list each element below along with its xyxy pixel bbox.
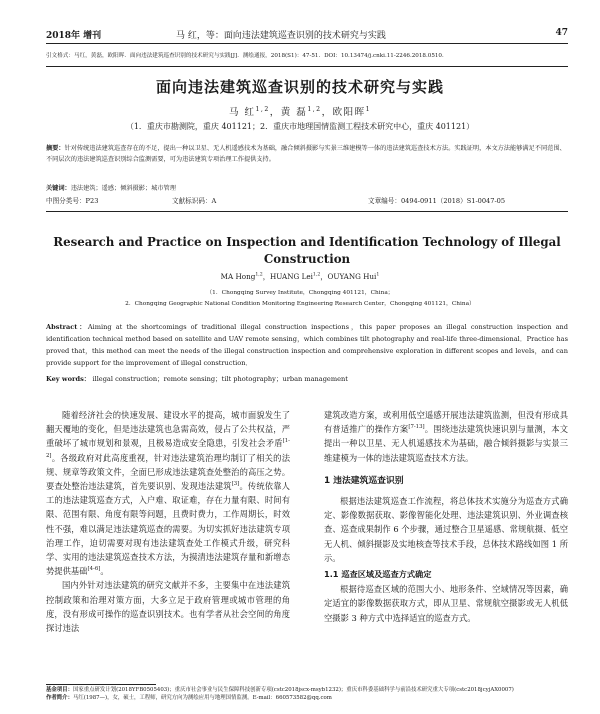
keywords-cn-text: 违法建筑；遥感；倾斜摄影；城市管理 bbox=[70, 185, 176, 192]
abstract-rule bbox=[46, 211, 568, 212]
authors-cn: 马 红$^{1,2}$，黄 磊$^{1,2}$，欧阳晖$^1$ bbox=[228, 105, 372, 118]
affiliation-cn: （1．重庆市勘测院，重庆 401121；2．重庆市地理国情监测工程技术研究中心，重庆 401121） bbox=[125, 122, 475, 131]
author-mark: 1,2 bbox=[307, 105, 322, 113]
document-code: 文献标识码：A bbox=[172, 197, 217, 205]
author-cn: 马 红 bbox=[228, 107, 256, 118]
citation-ref: [7-13] bbox=[408, 424, 425, 431]
citation-rule bbox=[46, 66, 568, 67]
body-paragraph: 根据违法建筑巡查工作流程，将总体技术实施分为巡查方式确定、影像数据获取、影像智能化处理、违法建筑识别、外业调查核查、巡查成果制作 6 个步骤，通过整合卫星遥感、常规航摄、低空无人机、倾斜摄影及实地核查等技术手段，总体技术路线如图 1 所示。 bbox=[324, 496, 568, 563]
header-rule bbox=[46, 43, 568, 44]
article-identifiers bbox=[46, 195, 568, 205]
subsection-heading: 1.1 巡查区域及巡查方式确定 bbox=[324, 569, 432, 580]
abstract-en-label: Abstract： bbox=[46, 323, 88, 331]
author-mark: 1,2 bbox=[255, 105, 270, 113]
running-head-title: 马 红，等：面向违法建筑巡查识别的技术研究与实践 bbox=[176, 31, 386, 41]
keywords-cn-label: 关键词： bbox=[46, 185, 71, 192]
abstract-en bbox=[46, 321, 568, 369]
section-heading: 1 违法建筑巡查识别 bbox=[324, 475, 404, 486]
author-en: OUYANG Hui bbox=[327, 272, 377, 281]
keywords-en-label: Key words： bbox=[46, 375, 91, 383]
clc-number: 中图分类号：P23 bbox=[46, 197, 99, 205]
body-paragraph: 国内外针对违法建筑的研究文献并不多，主要集中在违法建筑控制政策和治理对策方面，大多立足于政府管理或城市管理的角度，没有形成可操作的巡查识别技术。也有学者从社会空间的角度探讨违法 bbox=[46, 580, 290, 634]
author-bio: 作者简介：马红(1987—)，女，硕士，工程师，研究方向为测绘应用与地理国情监测。E-mail：660573582@qq.com bbox=[46, 695, 332, 701]
keywords-cn bbox=[46, 183, 568, 192]
citation-format: 引文格式：马红，黄磊，欧阳晖．面向违法建筑巡查识别的技术研究与实践[J]．测绘通报，2018(S1)：47-51．DOI：10.13474/j.cnki.11-2246.2018.0510． bbox=[46, 53, 448, 59]
abstract-en-text: Aiming at the shortcomings of traditional illegal construction inspections，this paper proposes an illegal construction inspection and identification technical method based on satellite and UAV remote sensing，which combines tilt photography and real-life three-dimensional．Practice has proved that，this method can meet the needs of the illegal construction inspection and comprehensive exploration in different scopes and levels，and can provide support for the improvement of illegal construction． bbox=[46, 323, 568, 367]
funding-note: 基金项目：国家重点研发计划(2018YFB0505403)；重庆市社会事业与民生保障科技创新专项(cstc2018jscx-msyb1232)；重庆市科委基础科学与前沿技术研究重大专项(cstc2018jcyjAX0007) bbox=[46, 687, 514, 693]
abstract-cn-text: 针对传统违法建筑巡查存在的不足，提出一种以卫星、无人机遥感技术为基础，融合倾斜摄影与实景三维建模等一体的违法建筑巡查技术方法。实践证明，本文方法能够满足不同范围、不同层次的违法建筑巡查识别综合监测需要，可为违法建筑专项治理工作提供支持。 bbox=[46, 145, 566, 163]
running-head bbox=[46, 28, 568, 42]
journal-issue: 2018年 增刊 bbox=[46, 31, 102, 41]
page-number: 47 bbox=[555, 28, 568, 38]
footnote-rule bbox=[46, 684, 156, 685]
paper-title-cn: 面向违法建筑巡查识别的技术研究与实践 bbox=[155, 78, 444, 96]
paper-title-en: Research and Practice on Inspection and Identification Technology of Illegal Construction bbox=[53, 235, 561, 266]
keywords-en-text: illegal construction；remote sensing；tilt photography；urban management bbox=[92, 375, 348, 383]
author-mark: 1,2 bbox=[255, 272, 263, 278]
body-paragraph: 随着经济社会的快速发展、建设水平的提高，城市面貌发生了翻天覆地的变化，但是违法建筑也急需高效，侵占了公共权益，严重破坏了城市规划和景观，且极易造成安全隐患，引发社会矛盾[1-2]。各级政府对此高度重视，针对违法建筑治理均制订了相关的法规、规章等政策文件，全面巳形成违法建筑查处整治的高压之势。要查处整治违法建筑，首先要识别、发现违法建筑[3]。传统依靠人工的违法建筑巡查方式，入户难、取证难，存在力量有限、时间有限、范围有限、角度有限等问题，且费时费力，工作周期长，时效性不强，难以满足违法建筑巡查的需要。为切实抓好违法建筑专项治理工作，迫切需要对现有违法建筑查处工作模式升级，研究科学、实用的违法建筑巡查技术方法，为摸清违法建筑存量和新增态势提供基础[4-6]。 bbox=[46, 410, 290, 577]
author-en: MA Hong bbox=[220, 272, 256, 281]
footnotes bbox=[46, 686, 568, 702]
author-cn: 黄 磊 bbox=[280, 107, 308, 118]
author-mark: 1 bbox=[365, 105, 372, 113]
author-mark: 1,2 bbox=[312, 272, 321, 278]
author-en: HUANG Lei bbox=[269, 272, 313, 281]
body-paragraph: 建筑改造方案，或利用低空遥感开展违法建筑监测，但没有形成具有普适推广的操作方案[7-13]。围绕违法建筑快速识别与量测，本文提出一种以卫星、无人机遥感技术为基础，融合倾斜摄影与实景三维建模为一体的违法建筑巡查技术方法。 bbox=[324, 410, 568, 463]
author-mark: 1 bbox=[376, 272, 380, 278]
abstract-cn bbox=[46, 143, 568, 165]
body-column-right bbox=[324, 408, 568, 625]
affiliation-en-line: （1．Chongqing Survey Institute，Chongqing 401121，China； bbox=[206, 290, 394, 296]
affiliation-en-line: 2．Chongqing Geographic National Condition Monitoring Engineering Research Center，Chongqing 401121，China） bbox=[125, 301, 475, 307]
body-paragraph: 根据待巡查区域的范围大小、地形条件、空域情况等因素，确定适宜的影像数据获取方式，即从卫星、常规航空摄影或无人机低空摄影 3 种方式中选择适宜的巡查方式。 bbox=[324, 584, 568, 623]
author-cn: 欧阳晖 bbox=[332, 107, 366, 118]
abstract-cn-label: 摘要： bbox=[46, 145, 65, 152]
authors-en: MA Hong$^{1,2}$，HUANG Lei$^{1,2}$，OUYANG Hui$^1$ bbox=[220, 272, 380, 281]
citation-ref: [4-6] bbox=[87, 566, 101, 573]
article-number: 文章编号：0494-0911（2018）S1-0047-05 bbox=[368, 197, 506, 205]
citation-ref: [1-2] bbox=[46, 438, 290, 459]
body-column-left bbox=[46, 408, 290, 635]
affiliation-en bbox=[0, 288, 600, 310]
citation-ref: [3] bbox=[231, 481, 240, 488]
keywords-en bbox=[46, 373, 568, 383]
